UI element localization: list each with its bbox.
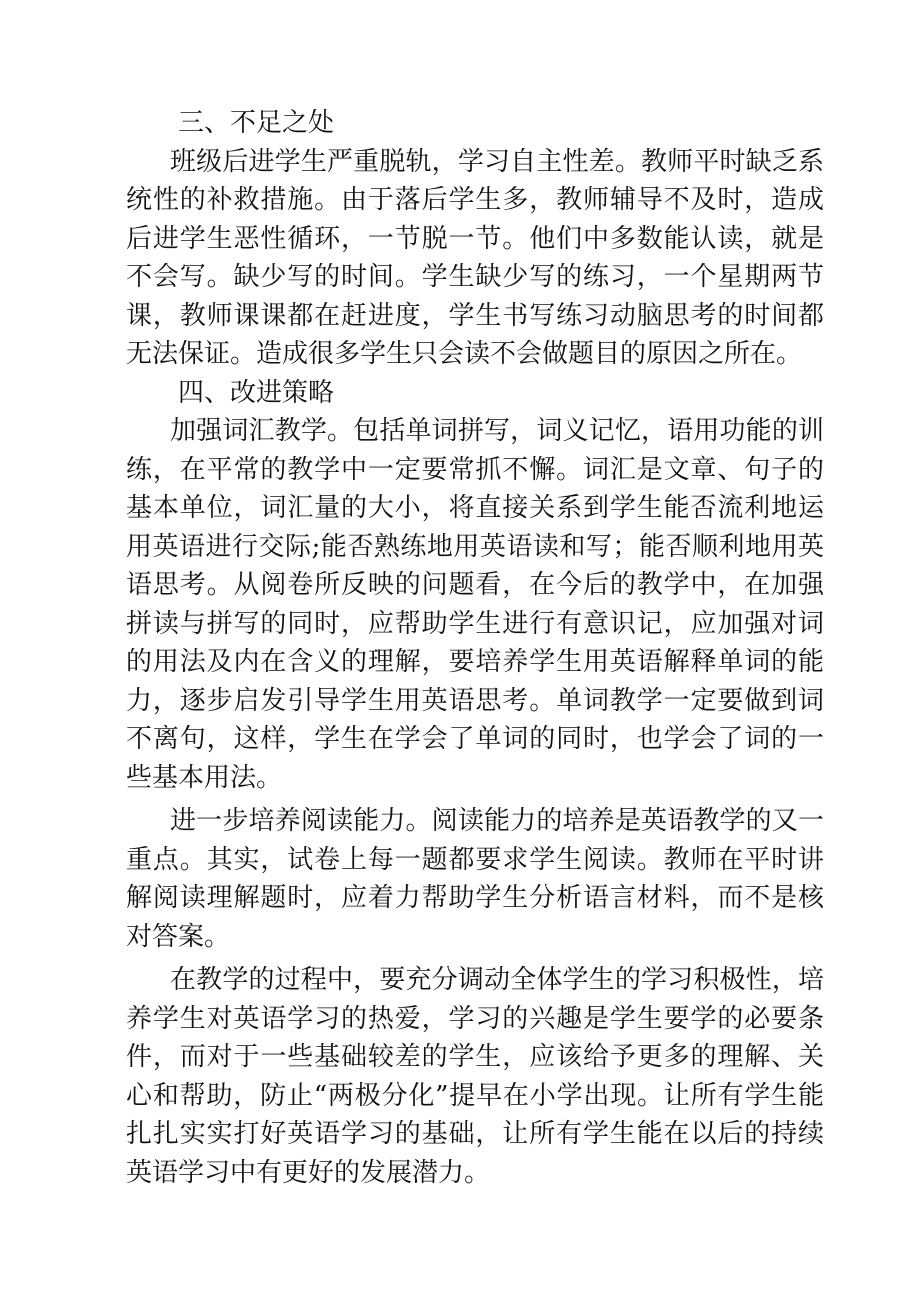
- paragraph-student-motivation: 在教学的过程中，要充分调动全体学生的学习积极性，培养学生对英语学习的热爱，学习的兴趣是学生要学的必要条件，而对于一些基础较差的学生，应该给予更多的理解、关心和帮助，防止“两极分化”提早在小学出现。让所有学生能扎扎实实打好英语学习的基础，让所有学生能在以后的持续英语学习中有更好的发展潜力。: [126, 965, 824, 1188]
- paragraph-reading-ability: 进一步培养阅读能力。阅读能力的培养是英语教学的又一重点。其实，试卷上每一题都要求学生阅读。教师在平时讲解阅读理解题时，应着力帮助学生分析语言材料，而不是核对答案。: [126, 806, 824, 952]
- section-heading-improvement-strategy: 四、改进策略: [178, 377, 335, 408]
- paragraph-vocabulary-teaching: 加强词汇教学。包括单词拼写，词义记忆，语用功能的训练，在平常的教学中一定要常抓不懈。词汇是文章、句子的基本单位，词汇量的大小，将直接关系到学生能否流利地运用英语进行交际;能否熟练地用英语读和写；能否顺利地用英语思考。从阅卷所反映的问题看，在今后的教学中，在加强拼读与拼写的同时，应帮助学生进行有意识记，应加强对词的用法及内在含义的理解，要培养学生用英语解释单词的能力，逐步启发引导学生用英语思考。单词教学一定要做到词不离句，这样，学生在学会了单词的同时，也学会了词的一些基本用法。: [126, 416, 824, 793]
- document-page: [126, 104, 824, 1192]
- paragraph-shortcomings: 班级后进学生严重脱轨，学习自主性差。教师平时缺乏系统性的补救措施。由于落后学生多，教师辅导不及时，造成后进学生恶性循环，一节脱一节。他们中多数能认读，就是不会写。缺少写的时间。学生缺少写的练习，一个星期两节课，教师课课都在赶进度，学生书写练习动脑思考的时间都无法保证。造成很多学生只会读不会做题目的原因之所在。: [126, 146, 824, 369]
- section-heading-shortcomings: 三、不足之处: [178, 108, 335, 138]
